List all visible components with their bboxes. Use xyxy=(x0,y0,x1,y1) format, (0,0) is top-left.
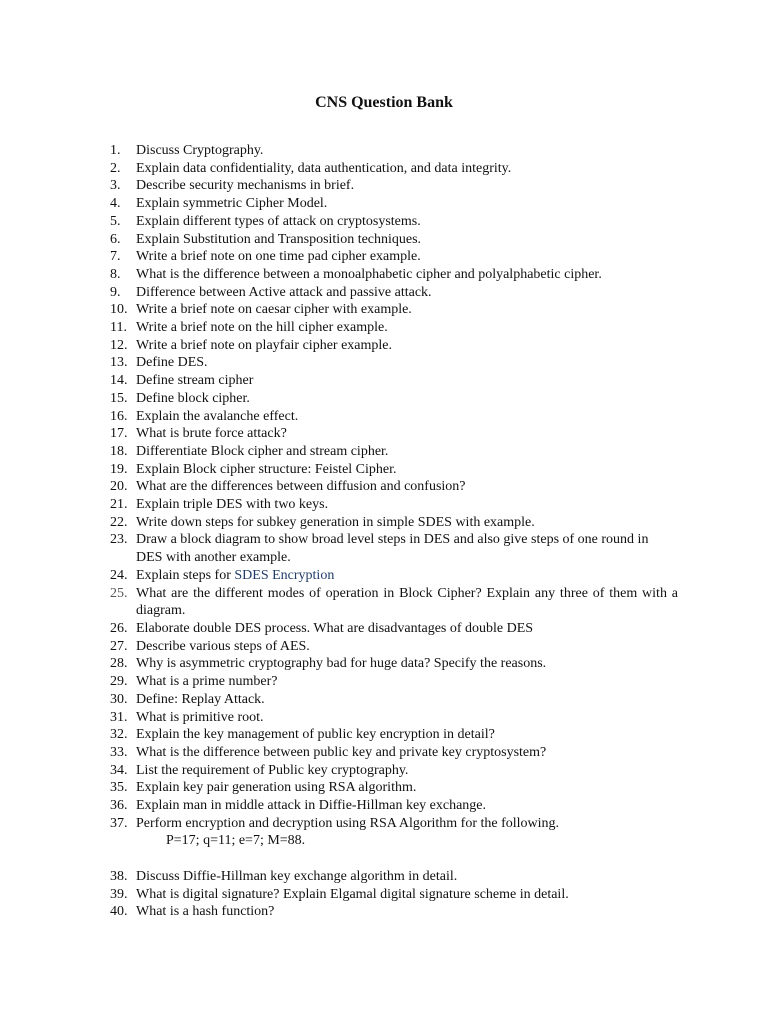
question-text xyxy=(136,567,678,585)
question-number: 40. xyxy=(110,904,128,920)
question-number: 9. xyxy=(110,284,121,300)
question-text: Describe security mechanisms in brief. xyxy=(136,178,355,194)
question-text: Write down steps for subkey generation in simple SDES with example. xyxy=(136,514,535,530)
question-number: 11. xyxy=(110,320,127,336)
question-number: 27. xyxy=(110,638,128,654)
question-number: 8. xyxy=(110,266,121,282)
question-item xyxy=(110,213,678,231)
question-text: Write a brief note on one time pad cipher example. xyxy=(136,249,421,265)
page-title: CNS Question Bank xyxy=(315,94,453,111)
question-number: 38. xyxy=(110,868,128,884)
question-number: 30. xyxy=(110,691,128,707)
question-number: 35. xyxy=(110,780,128,796)
question-number: 31. xyxy=(110,709,128,725)
question-item xyxy=(110,319,678,337)
question-text: What is the difference between public key and private key cryptosystem? xyxy=(136,744,547,760)
list-spacer xyxy=(110,850,678,868)
question-item xyxy=(110,408,678,426)
question-text: Define: Replay Attack. xyxy=(136,691,265,707)
question-number: 39. xyxy=(110,886,128,902)
question-item xyxy=(110,585,678,620)
question-item xyxy=(110,726,678,744)
question-item xyxy=(110,195,678,213)
question-item xyxy=(110,284,678,302)
question-text: What are the differences between diffusion and confusion? xyxy=(136,479,466,495)
question-number: 22. xyxy=(110,514,128,530)
question-text: Explain symmetric Cipher Model. xyxy=(136,196,328,212)
question-item xyxy=(110,142,678,160)
question-item xyxy=(110,231,678,249)
question-item xyxy=(110,266,678,284)
question-number: 7. xyxy=(110,249,121,265)
question-item xyxy=(110,248,678,266)
question-item xyxy=(110,567,678,585)
question-item xyxy=(110,461,678,479)
question-text: Difference between Active attack and passive attack. xyxy=(136,284,432,300)
question-number: 14. xyxy=(110,373,128,389)
question-number: 24. xyxy=(110,567,128,583)
question-item xyxy=(110,337,678,355)
question-number: 23. xyxy=(110,532,128,548)
question-number: 20. xyxy=(110,479,128,495)
question-item xyxy=(110,868,678,886)
question-item xyxy=(110,886,678,904)
question-item xyxy=(110,638,678,656)
question-number: 15. xyxy=(110,390,128,406)
question-number: 2. xyxy=(110,160,121,176)
question-item xyxy=(110,691,678,709)
question-number: 4. xyxy=(110,196,121,212)
question-text: Discuss Cryptography. xyxy=(136,143,264,158)
question-text: Why is asymmetric cryptography bad for huge data? Specify the reasons. xyxy=(136,656,547,672)
question-number: 1. xyxy=(110,143,121,158)
question-item xyxy=(110,762,678,780)
question-number: 32. xyxy=(110,727,128,743)
question-text: Define stream cipher xyxy=(136,373,254,389)
question-item xyxy=(110,744,678,762)
question-text: What is a hash function? xyxy=(136,904,275,920)
question-number: 6. xyxy=(110,231,121,247)
question-text: Differentiate Block cipher and stream cipher. xyxy=(136,443,389,459)
question-text-main: Perform encryption and decryption using RSA Algorithm for the following. xyxy=(136,815,560,831)
question-text: Describe various steps of AES. xyxy=(136,638,310,654)
question-number: 10. xyxy=(110,302,128,318)
question-item xyxy=(110,620,678,638)
question-text: Define block cipher. xyxy=(136,390,250,406)
question-number: 16. xyxy=(110,408,128,424)
question-item xyxy=(110,160,678,178)
question-list xyxy=(110,142,678,921)
question-item xyxy=(110,797,678,815)
question-item xyxy=(110,390,678,408)
question-text: What is primitive root. xyxy=(136,709,264,725)
question-number: 19. xyxy=(110,461,128,477)
question-item xyxy=(110,655,678,673)
question-text: List the requirement of Public key cryptography. xyxy=(136,762,409,778)
question-text: Explain man in middle attack in Diffie-Hillman key exchange. xyxy=(136,798,487,814)
question-item xyxy=(110,443,678,461)
question-text: What is digital signature? Explain Elgamal digital signature scheme in detail. xyxy=(136,886,569,902)
question-text: Draw a block diagram to show broad level steps in DES and also give steps of one round in DES with another example. xyxy=(136,532,649,566)
question-item xyxy=(110,903,678,921)
question-text: Write a brief note on the hill cipher example. xyxy=(136,320,388,336)
question-text xyxy=(136,815,678,850)
question-text: Explain the key management of public key encryption in detail? xyxy=(136,727,495,743)
question-item xyxy=(110,496,678,514)
question-number: 18. xyxy=(110,443,128,459)
question-number: 17. xyxy=(110,426,128,442)
question-text: What is brute force attack? xyxy=(136,426,287,442)
question-number: 37. xyxy=(110,815,128,831)
question-item xyxy=(110,779,678,797)
question-text-prefix: Explain steps for xyxy=(136,567,235,583)
question-number: 3. xyxy=(110,178,121,194)
question-item xyxy=(110,372,678,390)
question-text: Explain triple DES with two keys. xyxy=(136,497,329,513)
question-text: Explain data confidentiality, data authentication, and data integrity. xyxy=(136,160,512,176)
question-text: Explain different types of attack on cryptosystems. xyxy=(136,213,421,229)
question-number: 13. xyxy=(110,355,128,371)
question-item xyxy=(110,478,678,496)
question-number: 26. xyxy=(110,620,128,636)
question-text: Explain Block cipher structure: Feistel Cipher. xyxy=(136,461,397,477)
question-item xyxy=(110,514,678,532)
sdes-encryption-link[interactable]: SDES Encryption xyxy=(234,567,335,583)
question-number: 36. xyxy=(110,798,128,814)
question-text: Discuss Diffie-Hillman key exchange algorithm in detail. xyxy=(136,868,458,884)
question-number: 5. xyxy=(110,213,121,229)
question-item xyxy=(110,531,678,566)
question-number: 29. xyxy=(110,674,128,690)
question-number: 25. xyxy=(110,585,128,601)
question-text: Explain the avalanche effect. xyxy=(136,408,299,424)
question-item xyxy=(110,301,678,319)
question-item xyxy=(110,709,678,727)
question-number: 34. xyxy=(110,762,128,778)
question-text: Explain key pair generation using RSA algorithm. xyxy=(136,780,417,796)
question-number: 21. xyxy=(110,497,128,513)
question-text: What is a prime number? xyxy=(136,674,278,690)
question-text: Write a brief note on caesar cipher with example. xyxy=(136,302,412,318)
question-item xyxy=(110,815,678,850)
question-number: 28. xyxy=(110,656,128,672)
question-text: Write a brief note on playfair cipher example. xyxy=(136,337,392,353)
question-number: 33. xyxy=(110,744,128,760)
question-item xyxy=(110,425,678,443)
question-text: What is the difference between a monoalphabetic cipher and polyalphabetic cipher. xyxy=(136,266,602,282)
question-subline: P=17; q=11; e=7; M=88. xyxy=(166,833,306,849)
question-number: 12. xyxy=(110,337,128,353)
question-item xyxy=(110,673,678,691)
question-text: What are the different modes of operation in Block Cipher? Explain any three of them with a diagram. xyxy=(136,585,678,619)
question-text: Explain Substitution and Transposition techniques. xyxy=(136,231,422,247)
question-text: Define DES. xyxy=(136,355,208,371)
question-text: Elaborate double DES process. What are disadvantages of double DES xyxy=(136,620,534,636)
question-item xyxy=(110,177,678,195)
question-item xyxy=(110,354,678,372)
